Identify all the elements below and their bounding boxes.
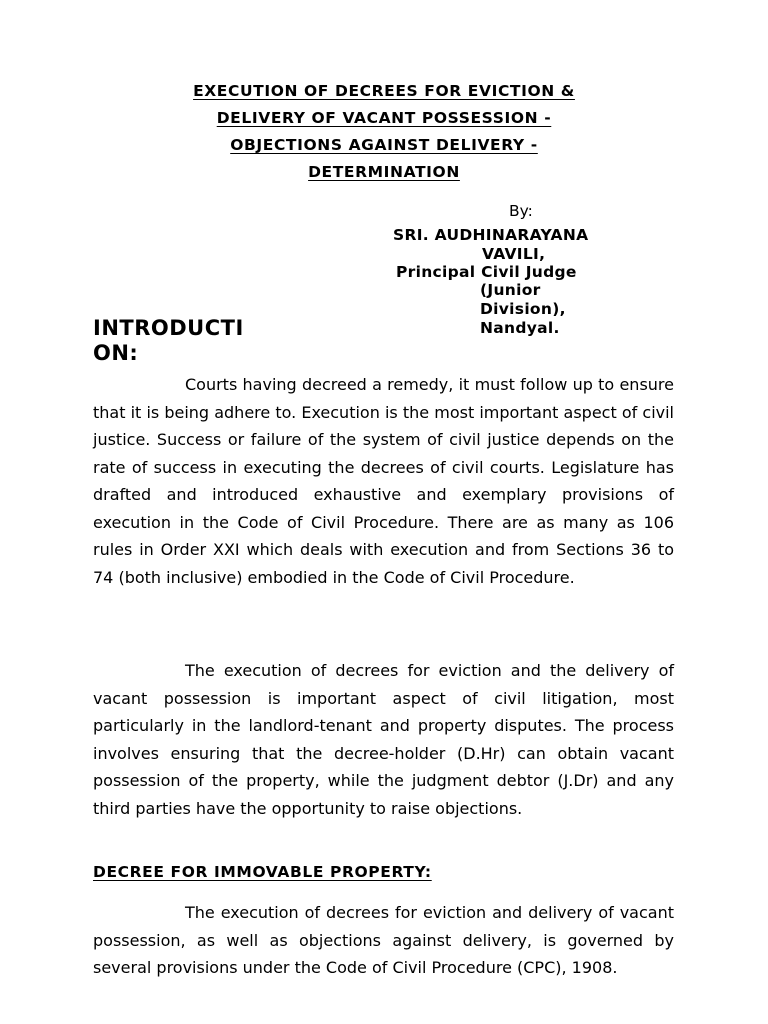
document-title-line-2: DELIVERY OF VACANT POSSESSION - (216, 109, 552, 127)
introduction-heading-line-1: INTRODUCTI (93, 316, 244, 340)
section-heading-immovable-property: DECREE FOR IMMOVABLE PROPERTY: (93, 863, 432, 881)
by-label: By: (509, 202, 533, 220)
section-paragraph-1: The execution of decrees for eviction and delivery of vacant possession, as well as objections against delivery, is governed by several provisions under the Code of Civil Procedure (CPC), 1908. (93, 903, 674, 977)
document-title-line-4: DETERMINATION (308, 163, 460, 181)
introduction-heading-line-2: ON: (93, 341, 139, 365)
document-title-line-1: EXECUTION OF DECREES FOR EVICTION & (193, 82, 575, 100)
author-place: Nandyal. (480, 319, 560, 337)
introduction-paragraph-1: Courts having decreed a remedy, it must follow up to ensure that it is being adhere to. Execution is the most important aspect of civil justice. Success or failure of the system of civil justice depends on the rate of success in executing the decrees of civil courts. Legislature has drafted and introduced exhaustive and exemplary provisions of execution in the Code of Civil Procedure. There are as many as 106 rules in Order XXI which deals with execution and from Sections 36 to 74 (both inclusive) embodied in the Code of Civil Procedure. (93, 375, 674, 587)
author-designation-line-3: Division), (480, 300, 566, 318)
author-name-line-2: VAVILI, (482, 245, 546, 263)
introduction-paragraph-2: The execution of decrees for eviction and the delivery of vacant possession is important aspect of civil litigation, most particularly in the landlord-tenant and property disputes. The process involves ensuring that the decree-holder (D.Hr) can obtain vacant possession of the property, while the judgment debtor (J.Dr) and any third parties have the opportunity to raise objections. (93, 661, 674, 818)
author-designation-line-1: Principal Civil Judge (396, 263, 577, 281)
document-title-line-3: OBJECTIONS AGAINST DELIVERY - (230, 136, 538, 154)
author-name-line-1: SRI. AUDHINARAYANA (393, 226, 589, 244)
author-designation-line-2: (Junior (480, 281, 541, 299)
introduction-heading (93, 316, 283, 366)
